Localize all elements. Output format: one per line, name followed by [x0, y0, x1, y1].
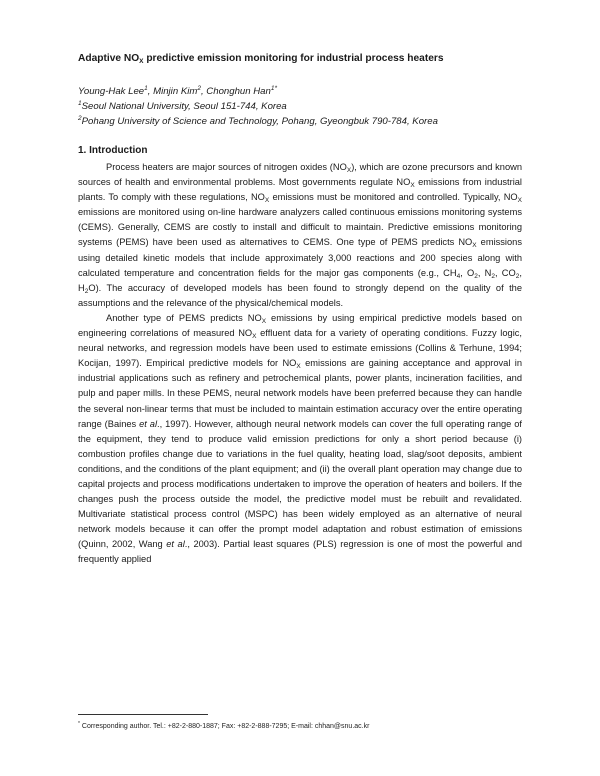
subscript: X [252, 333, 257, 341]
affiliation-2 [78, 114, 522, 129]
text-run: ., 1997). However, although neural network models can cover the full operating range of the equipment, they tend to produce valid emission predictions for only a short period because (i) combustion profiles change due to variations in the fuel quality, heating load, slag/soot deposits, ambient conditions, and the conditions of the plant equipment; and (ii) the overall plant operation may change due to capital projects and process modifications undertaken to improve the operation of heaters and boilers. If the changes push the process outside the model, the predictive model must be rebuilt and revalidated. Multivariate statistical process control (MSPC) has been widely employed as an alternative of neural network models because it can offer the prompt model adaptation and robust estimation of emissions (Quinn, 2002, Wang [78, 418, 522, 550]
subscript: X [472, 242, 477, 250]
subscript: 2 [84, 287, 89, 295]
author-name: Young-Hak Lee [78, 86, 145, 97]
author-line [78, 84, 522, 99]
footnote-mark: * [78, 721, 80, 727]
text-run: emissions by using empirical predictive models based on engineering correlations of measured NO [78, 312, 522, 339]
subscript: X [296, 363, 301, 371]
text-run: Another type of PEMS predicts NO [106, 312, 262, 323]
title-text: Adaptive NO [78, 53, 140, 64]
affil-mark: 2 [78, 115, 82, 122]
author-block [78, 84, 522, 129]
affiliation-1 [78, 99, 522, 114]
text-run: emissions must be monitored and controlled. Typically, NO [269, 192, 518, 203]
text-run: emissions are monitored using on-line hardware analyzers called continuous emissions monitoring systems (CEMS). Generally, CEMS are costly to install and difficult to maintain. Predictive emissions monitoring systems (PEMS) have been used as alternatives to CEMS. One type of PEMS predicts NO [78, 207, 522, 248]
title-text-rest: predictive emission monitoring for industrial process heaters [143, 53, 444, 64]
italic-run: et al [139, 418, 158, 429]
paper-title [78, 52, 522, 66]
text-run: , H [78, 267, 522, 293]
author-affil-mark: 2 [197, 85, 201, 92]
author-name: , Chonghun Han [200, 86, 271, 97]
subscript: X [517, 197, 522, 205]
title-subscript: X [139, 58, 144, 65]
text-run: emissions using detailed kinetic models that include approximately 3,000 reactions and 200 species along with calculated temperature and concentration fields for the major gas components (e.g., CH [78, 237, 522, 278]
author-affil-mark: 1 [144, 85, 148, 92]
paragraph-2 [78, 311, 522, 568]
text-run: , O [460, 267, 475, 278]
text-run: emissions from industrial plants. To comply with these regulations, NO [78, 177, 522, 203]
subscript: X [264, 197, 270, 205]
text-run: ), which are ozone precursors and known sources of health and environmental problems. Most governments regulate NO [78, 162, 523, 188]
subscript: X [346, 167, 352, 174]
section-heading: 1. Introduction [78, 145, 148, 156]
text-run: emissions are gaining acceptance and approval in industrial applications such as refinery and petrochemical plants, power plants, incineration facilities, and pulp and paper mills. In these PEMS, neural network models have been preferred because they can handle the several non-linear terms that must be included to maintain estimation accuracy over the entire operating range (Baines [78, 358, 523, 429]
subscript: 2 [515, 272, 520, 280]
text-run: , N [477, 267, 492, 278]
footnote-text: Corresponding author. Tel.: +82-2-880-1887; Fax: +82-2-888-7295; E-mail: chhan@snu.ac.kr [79, 723, 370, 730]
text-run: Process heaters are major sources of nitrogen oxides (NO [106, 162, 347, 172]
footnote [78, 721, 369, 730]
paragraph-1 [78, 160, 522, 311]
subscript: 4 [456, 272, 461, 280]
text-run: , CO [495, 267, 516, 278]
subscript: X [410, 182, 415, 190]
subscript: 2 [474, 272, 478, 280]
text-run: ., 2003). Partial least squares (PLS) regression is one of most the powerful and frequently applied [78, 539, 522, 565]
footnote-separator [78, 714, 208, 715]
subscript: 2 [491, 272, 496, 280]
affil-text: Pohang University of Science and Technology, Pohang, Gyeongbuk 790-784, Korea [81, 116, 438, 127]
author-name: , Minjin Kim [147, 86, 198, 97]
subscript: X [261, 317, 267, 325]
text-run: O). The accuracy of developed models has been found to strongly depend on the quality of the assumptions and the relevance of the physical/chemical models. [78, 282, 522, 308]
text-run: effluent data for a variety of operating conditions. Fuzzy logic, neural networks, and regression models have been used to estimate emissions (Collins & Terhune, 1994; Kocijan, 1997). Empirical predictive models for NO [78, 328, 522, 369]
author-affil-mark: 1* [270, 85, 277, 92]
affil-text: Seoul National University, Seoul 151-744, Korea [81, 101, 287, 112]
italic-run: et al [166, 539, 185, 550]
paper-page [78, 52, 522, 568]
affil-mark: 1 [78, 100, 82, 107]
